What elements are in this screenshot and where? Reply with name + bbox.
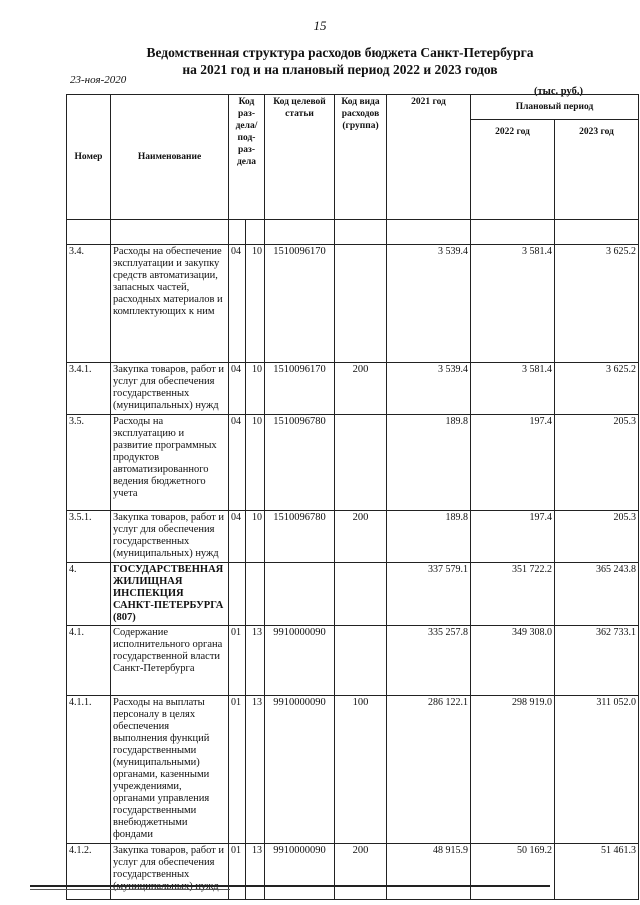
row-subsection: 10 bbox=[246, 363, 265, 415]
header-2023: 2023 год bbox=[555, 120, 639, 220]
row-value-2021: 3 539.4 bbox=[387, 363, 471, 415]
row-subsection: 10 bbox=[246, 415, 265, 511]
header-name: Наименование bbox=[111, 95, 229, 220]
row-value-2021: 337 579.1 bbox=[387, 563, 471, 626]
row-value-2022: 351 722.2 bbox=[471, 563, 555, 626]
page-number: 15 bbox=[313, 18, 327, 33]
budget-table bbox=[66, 94, 639, 900]
row-subsection: 13 bbox=[246, 844, 265, 900]
row-target-code: 1510096780 bbox=[265, 415, 335, 511]
row-section: 01 bbox=[229, 844, 246, 900]
header-2021: 2021 год bbox=[387, 95, 471, 220]
row-name: ГОСУДАРСТВЕННАЯ ЖИЛИЩНАЯ ИНСПЕКЦИЯ САНКТ-ПЕТЕРБУРГА (807) bbox=[111, 563, 229, 626]
row-expense-type bbox=[335, 415, 387, 511]
row-value-2021: 189.8 bbox=[387, 415, 471, 511]
row-expense-type: 200 bbox=[335, 511, 387, 563]
row-expense-type: 100 bbox=[335, 696, 387, 844]
table-row bbox=[67, 563, 639, 626]
row-value-2023: 3 625.2 bbox=[555, 245, 639, 363]
table-row bbox=[67, 696, 639, 844]
table-row bbox=[67, 511, 639, 563]
row-section: 01 bbox=[229, 696, 246, 844]
row-expense-type bbox=[335, 626, 387, 696]
row-target-code: 9910000090 bbox=[265, 626, 335, 696]
row-target-code: 9910000090 bbox=[265, 844, 335, 900]
row-number: 4.1.2. bbox=[67, 844, 111, 900]
header-2022: 2022 год bbox=[471, 120, 555, 220]
row-section: 04 bbox=[229, 511, 246, 563]
row-target-code: 1510096780 bbox=[265, 511, 335, 563]
row-value-2023: 3 625.2 bbox=[555, 363, 639, 415]
row-section bbox=[229, 563, 246, 626]
row-value-2022: 50 169.2 bbox=[471, 844, 555, 900]
row-number: 4.1.1. bbox=[67, 696, 111, 844]
row-name: Расходы на эксплуатацию и развитие программных продуктов автоматизированного ведения бюджетного учета bbox=[111, 415, 229, 511]
row-expense-type bbox=[335, 563, 387, 626]
row-section: 04 bbox=[229, 415, 246, 511]
row-name: Содержание исполнительного органа государственной власти Санкт-Петербурга bbox=[111, 626, 229, 696]
row-number: 4.1. bbox=[67, 626, 111, 696]
row-name: Закупка товаров, работ и услуг для обеспечения государственных (муниципальных) нужд bbox=[111, 363, 229, 415]
table-body bbox=[67, 220, 639, 900]
row-name: Закупка товаров, работ и услуг для обеспечения государственных (муниципальных) нужд bbox=[111, 844, 229, 900]
row-number: 3.4. bbox=[67, 245, 111, 363]
row-value-2023: 365 243.8 bbox=[555, 563, 639, 626]
row-target-code bbox=[265, 563, 335, 626]
row-section: 01 bbox=[229, 626, 246, 696]
row-value-2022: 3 581.4 bbox=[471, 363, 555, 415]
row-value-2023: 205.3 bbox=[555, 415, 639, 511]
row-subsection: 10 bbox=[246, 511, 265, 563]
title-line-2: на 2021 год и на плановый период 2022 и 2023 годов bbox=[182, 62, 498, 77]
row-subsection: 13 bbox=[246, 626, 265, 696]
table-row bbox=[67, 363, 639, 415]
row-subsection: 13 bbox=[246, 696, 265, 844]
table-header bbox=[67, 95, 639, 220]
row-name: Расходы на выплаты персоналу в целях обеспечения выполнения функций государственными (муниципальными) органами, казенными учреждениями, органами управления государственными внебюджетными фондами bbox=[111, 696, 229, 844]
row-expense-type: 200 bbox=[335, 844, 387, 900]
units-label: (тыс. руб.) bbox=[534, 86, 583, 97]
row-value-2021: 48 915.9 bbox=[387, 844, 471, 900]
header-target: Код целевой статьи bbox=[265, 95, 335, 220]
row-value-2023: 51 461.3 bbox=[555, 844, 639, 900]
document-title bbox=[110, 44, 570, 78]
row-value-2021: 3 539.4 bbox=[387, 245, 471, 363]
row-value-2022: 298 919.0 bbox=[471, 696, 555, 844]
header-number: Номер bbox=[67, 95, 111, 220]
row-target-code: 9910000090 bbox=[265, 696, 335, 844]
row-value-2021: 286 122.1 bbox=[387, 696, 471, 844]
table-row bbox=[67, 415, 639, 511]
footer-rule-short bbox=[30, 889, 230, 890]
header-expense-type: Код вида расходов (группа) bbox=[335, 95, 387, 220]
row-value-2022: 197.4 bbox=[471, 511, 555, 563]
row-value-2022: 349 308.0 bbox=[471, 626, 555, 696]
row-number: 3.5. bbox=[67, 415, 111, 511]
row-target-code: 1510096170 bbox=[265, 363, 335, 415]
row-number: 3.4.1. bbox=[67, 363, 111, 415]
row-value-2023: 205.3 bbox=[555, 511, 639, 563]
row-section: 04 bbox=[229, 245, 246, 363]
row-value-2021: 189.8 bbox=[387, 511, 471, 563]
row-value-2023: 311 052.0 bbox=[555, 696, 639, 844]
footer-rule bbox=[30, 885, 550, 887]
row-name: Закупка товаров, работ и услуг для обеспечения государственных (муниципальных) нужд bbox=[111, 511, 229, 563]
spacer-row bbox=[67, 220, 639, 245]
row-value-2023: 362 733.1 bbox=[555, 626, 639, 696]
row-value-2021: 335 257.8 bbox=[387, 626, 471, 696]
table-row bbox=[67, 844, 639, 900]
row-section: 04 bbox=[229, 363, 246, 415]
header-section: Код раз-дела/ под-раз-дела bbox=[229, 95, 265, 220]
row-subsection bbox=[246, 563, 265, 626]
header-planned-period: Плановый период bbox=[471, 95, 639, 120]
table-row bbox=[67, 626, 639, 696]
document-date: 23-ноя-2020 bbox=[70, 74, 127, 86]
row-value-2022: 3 581.4 bbox=[471, 245, 555, 363]
row-number: 4. bbox=[67, 563, 111, 626]
row-subsection: 10 bbox=[246, 245, 265, 363]
row-number: 3.5.1. bbox=[67, 511, 111, 563]
row-expense-type: 200 bbox=[335, 363, 387, 415]
row-name: Расходы на обеспечение эксплуатации и закупку средств автоматизации, запасных частей, расходных материалов и комплектующих к ним bbox=[111, 245, 229, 363]
title-line-1: Ведомственная структура расходов бюджета Санкт-Петербурга bbox=[146, 45, 534, 60]
row-expense-type bbox=[335, 245, 387, 363]
table-row bbox=[67, 245, 639, 363]
row-target-code: 1510096170 bbox=[265, 245, 335, 363]
row-value-2022: 197.4 bbox=[471, 415, 555, 511]
